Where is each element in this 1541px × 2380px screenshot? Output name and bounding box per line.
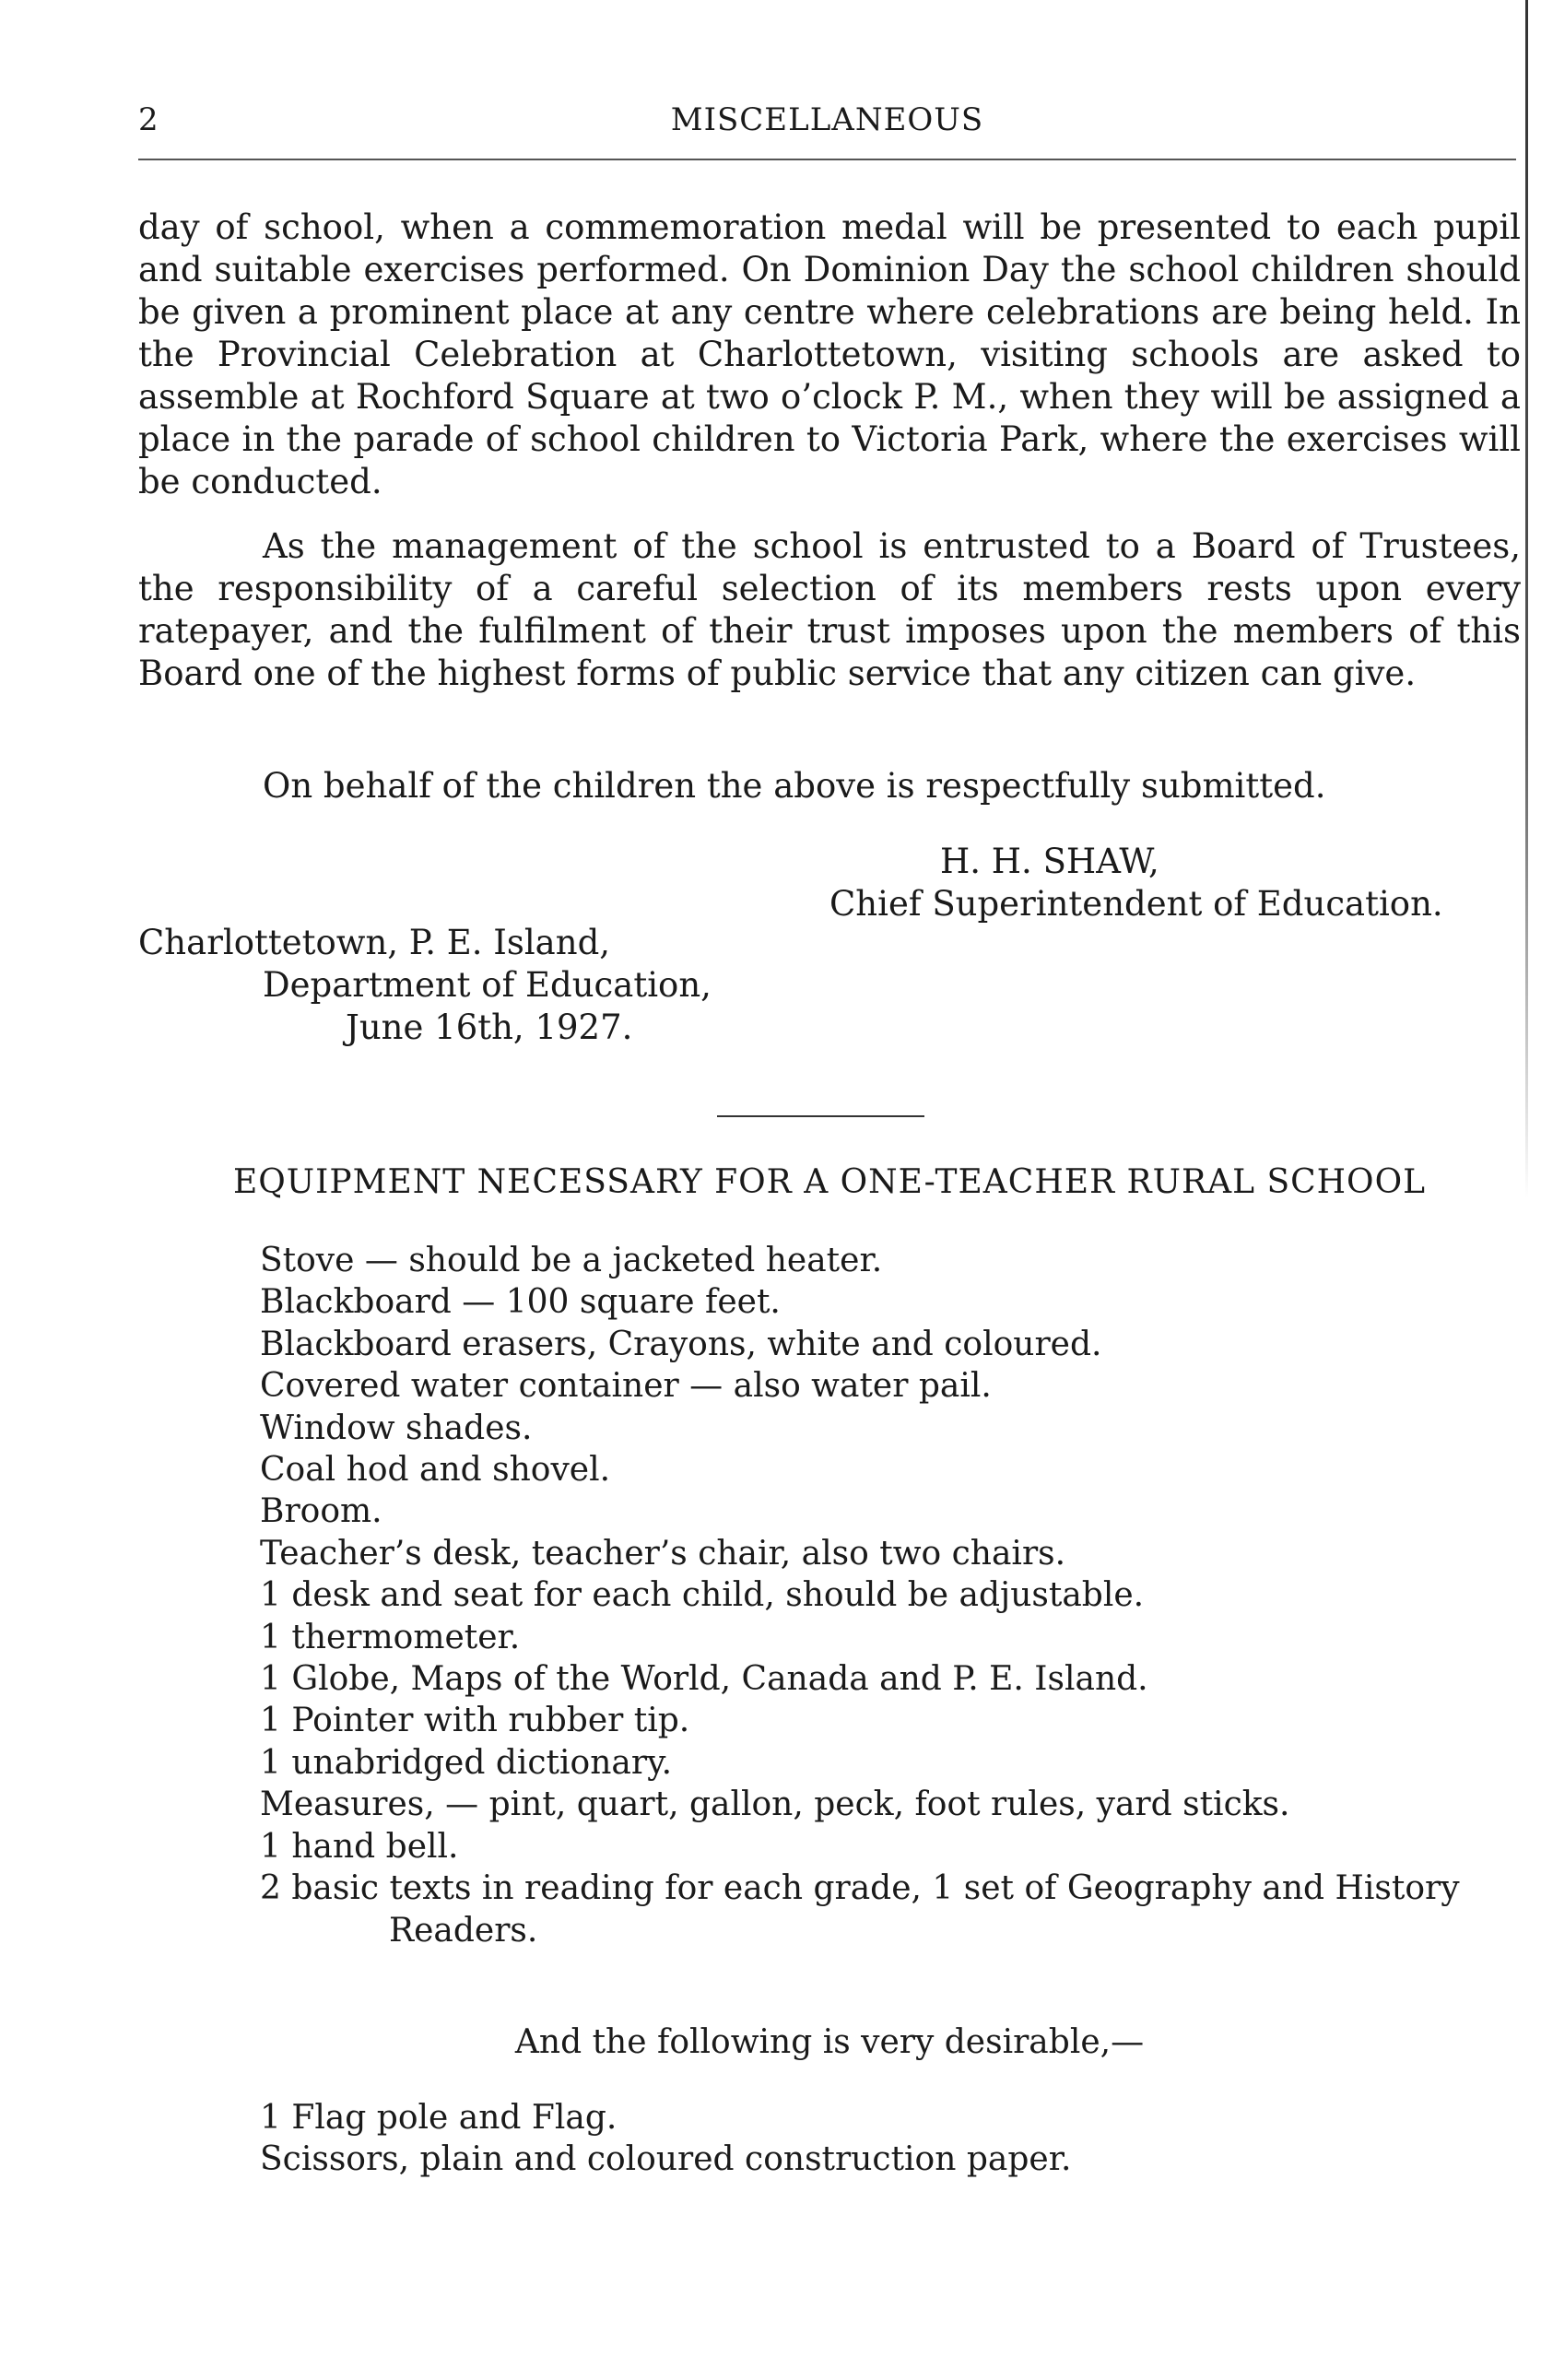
list-item: 1 unabridged dictionary. xyxy=(260,1743,673,1782)
signature-name: H. H. SHAW, xyxy=(940,842,1159,881)
list-item: Blackboard erasers, Crayons, white and coloured. xyxy=(260,1325,1102,1363)
body-paragraph-3: On behalf of the children the above is respectfully submitted. xyxy=(263,766,1326,806)
place-line-1: Charlottetown, P. E. Island, xyxy=(138,923,611,962)
page-edge-shadow xyxy=(1525,0,1528,1198)
list-item: Measures, — pint, quart, gallon, peck, foot rules, yard sticks. xyxy=(260,1785,1290,1824)
equipment-heading: EQUIPMENT NECESSARY FOR A ONE-TEACHER RURAL SCHOOL xyxy=(233,1163,1426,1201)
signature-title: Chief Superintendent of Education. xyxy=(829,884,1443,924)
equipment-list xyxy=(260,1240,1523,1951)
list-item: Blackboard — 100 square feet. xyxy=(260,1283,781,1322)
desirable-list xyxy=(260,2097,1523,2181)
page-number: 2 xyxy=(138,101,159,138)
running-head: MISCELLANEOUS xyxy=(670,101,984,138)
list-item: 2 basic texts in reading for each grade, 1 set of Geography and History Readers. xyxy=(260,1869,1460,1950)
list-item: Broom. xyxy=(260,1492,382,1531)
list-item: Covered water container — also water pail. xyxy=(260,1367,992,1406)
list-item: 1 Flag pole and Flag. xyxy=(260,2099,618,2137)
date-line: June 16th, 1927. xyxy=(346,1007,633,1047)
list-item: 1 hand bell. xyxy=(260,1827,459,1866)
list-item: 1 thermometer. xyxy=(260,1618,521,1656)
list-item: Coal hod and shovel. xyxy=(260,1451,611,1490)
place-line-2: Department of Education, xyxy=(263,965,712,1005)
desirable-heading: And the following is very desirable,— xyxy=(514,2023,1145,2061)
list-item: Teacher’s desk, teacher’s chair, also two chairs. xyxy=(260,1534,1066,1573)
list-item: Window shades. xyxy=(260,1408,533,1447)
list-item: Scissors, plain and coloured construction paper. xyxy=(260,2140,1072,2179)
list-item: 1 Globe, Maps of the World, Canada and P. E. Island. xyxy=(260,1660,1148,1699)
list-item: 1 Pointer with rubber tip. xyxy=(260,1702,690,1740)
list-item: 1 desk and seat for each child, should be adjustable. xyxy=(260,1576,1145,1615)
body-paragraph-1: day of school, when a commemoration medal will be presented to each pupil and suitable exercises performed. On Dominion Day the school children should be given a prominent place at any centre where celebrations are being held. In the Provincial Celebration at Charlottetown, visiting schools are asked to assemble at Rochford Square at two o’clock P. M., when they will be assigned a place in the parade of school children to Victoria Park, where the exercises will be conducted. xyxy=(138,207,1521,501)
section-divider xyxy=(717,1115,924,1117)
page-header xyxy=(138,101,1516,147)
list-item: Stove — should be a jacketed heater. xyxy=(260,1242,883,1279)
header-rule xyxy=(138,159,1516,160)
body-paragraph-2: As the management of the school is entrusted to a Board of Trustees, the responsibility of a careful selection of its members rests upon every ratepayer, and the fulfilment of their trust imposes upon the members of this Board one of the highest forms of public service that any citizen can give. xyxy=(138,526,1521,693)
